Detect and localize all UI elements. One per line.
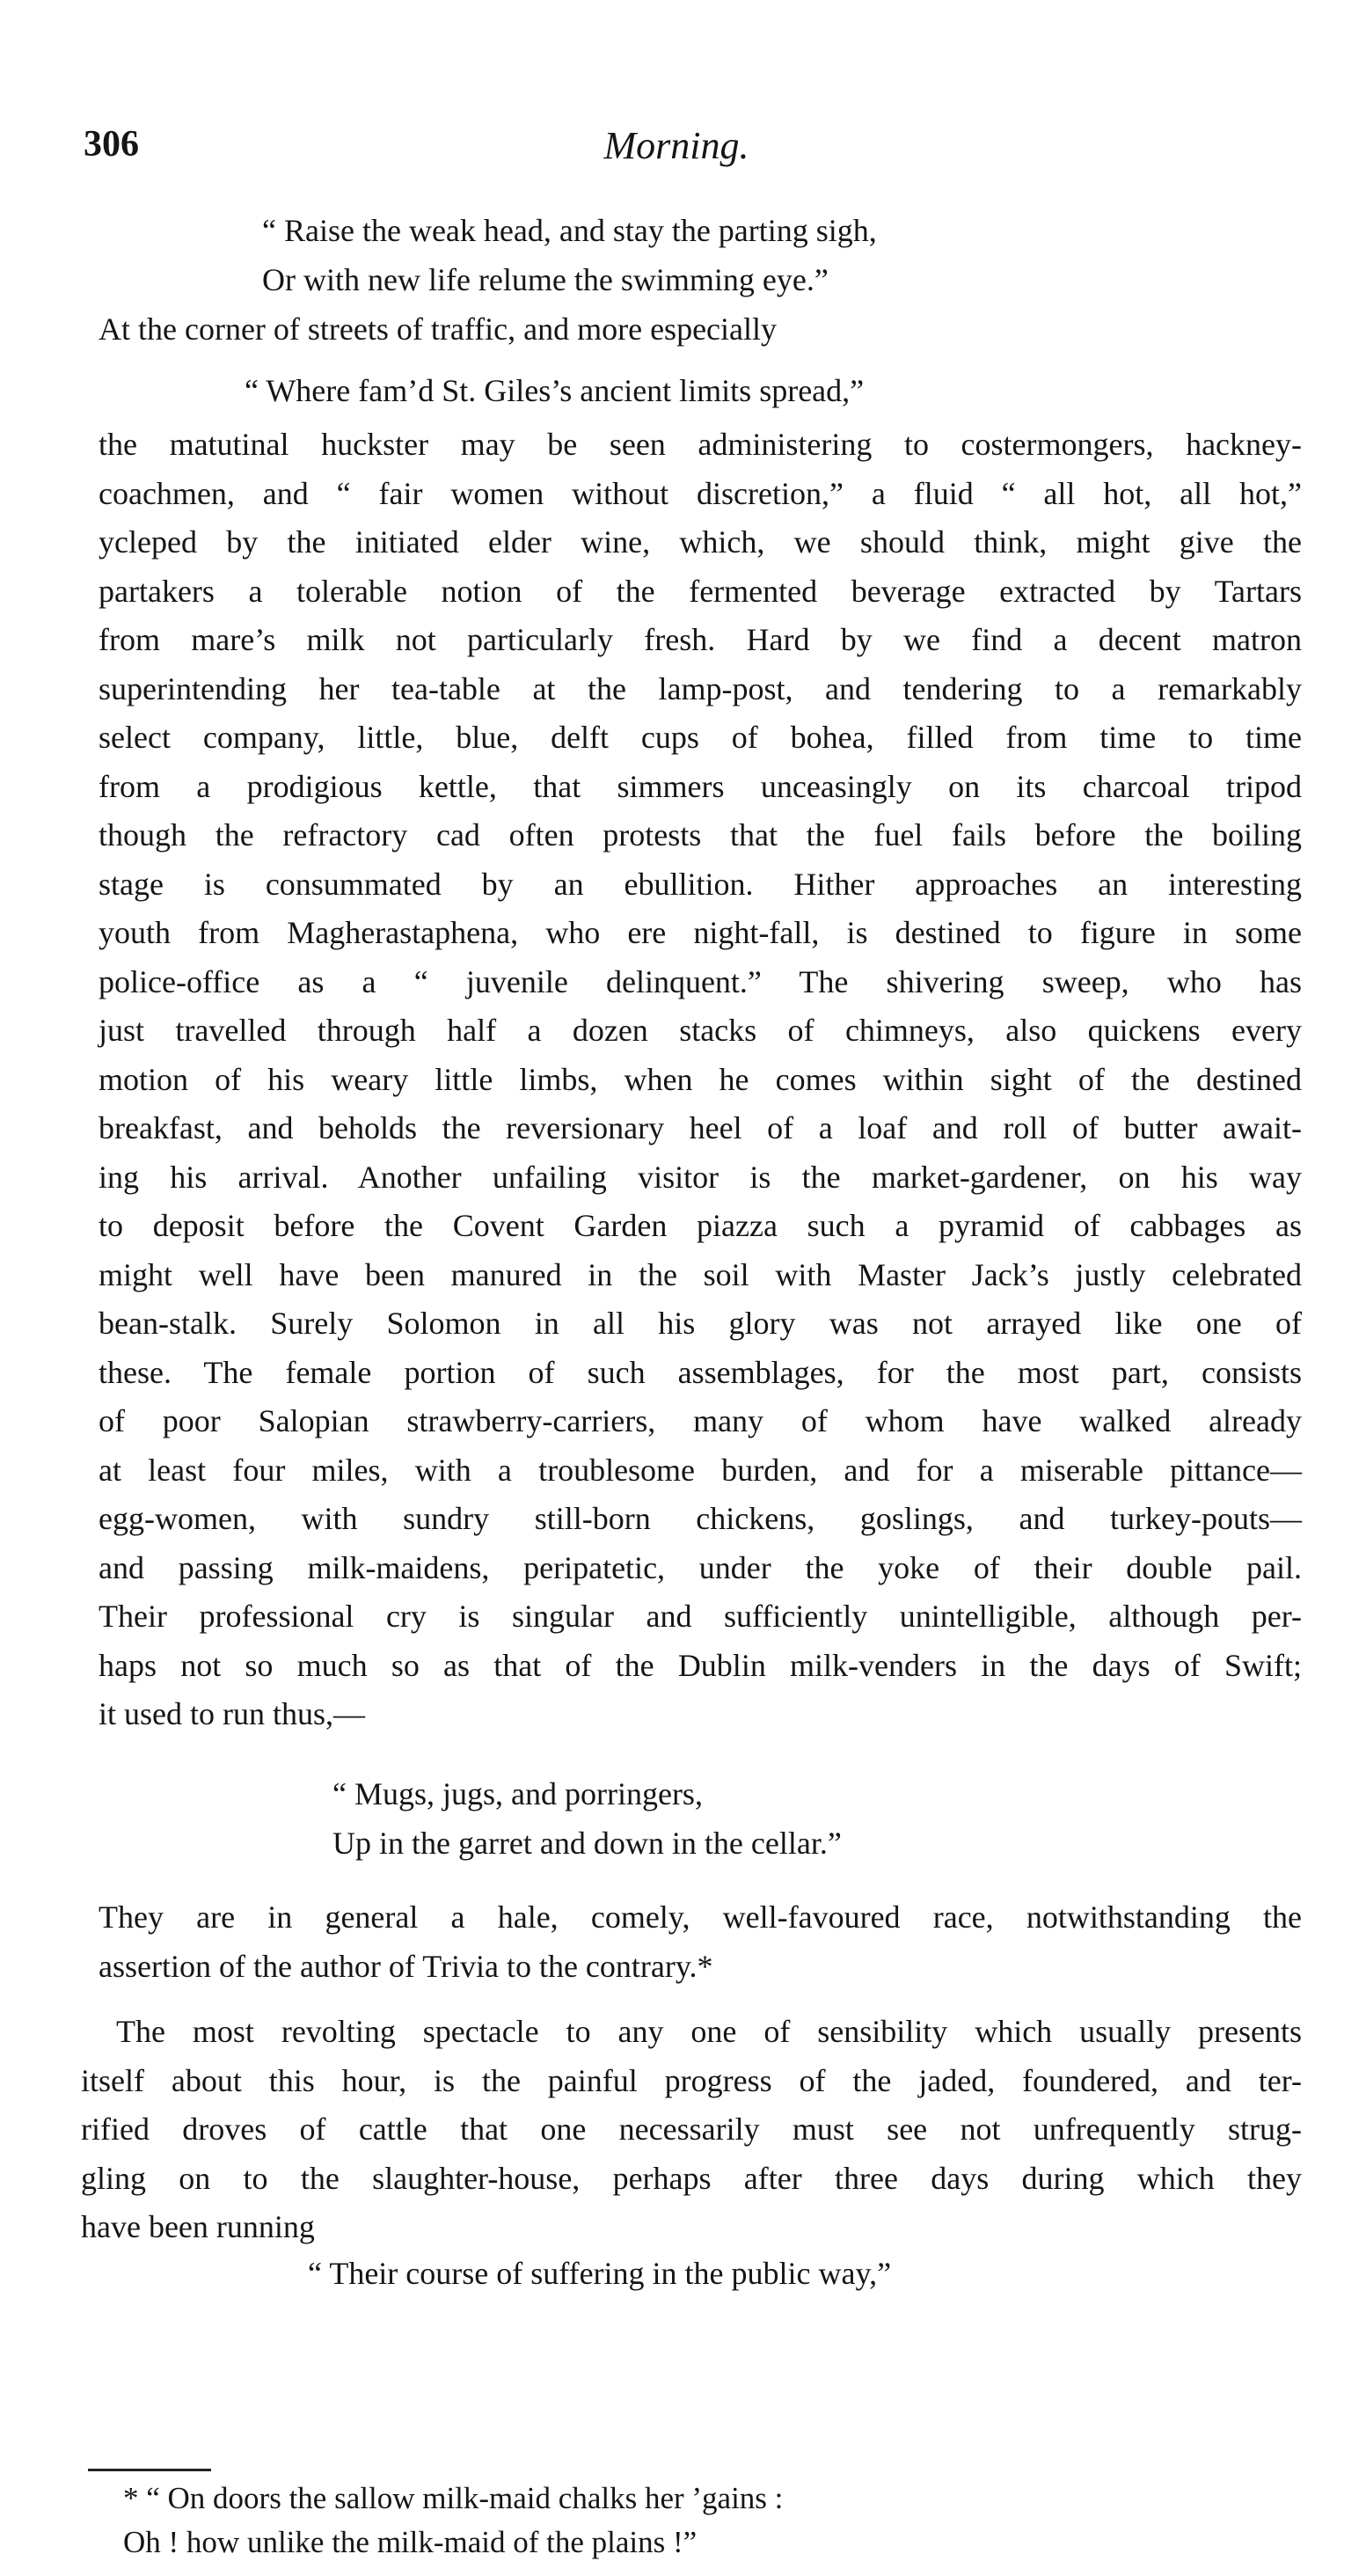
text-line: The most revolting spectacle to any one of sensibility which usually presents — [116, 2014, 1302, 2049]
text-line: and passing milk-maidens, peripatetic, under the yoke of their double pail. — [99, 1549, 1302, 1585]
text-line: these. The female portion of such assemblages, for the most part, consists — [99, 1354, 1302, 1390]
text-line: They are in general a hale, comely, well-favoured race, notwithstanding the — [99, 1899, 1302, 1935]
text-line: police-office as a “ juvenile delinquent.” The shivering sweep, who has — [99, 963, 1302, 999]
quoted-line: “ Where fam’d St. Giles’s ancient limits spread,” — [245, 373, 865, 408]
text-line: egg-women, with sundry still-born chickens, goslings, and turkey-pouts— — [99, 1501, 1302, 1536]
verse-line: Or with new life relume the swimming eye.” — [262, 262, 829, 297]
quoted-line: “ Their course of suffering in the public way,” — [308, 2256, 892, 2291]
text-line: have been running — [81, 2209, 315, 2244]
text-line: from a prodigious kettle, that simmers unceasingly on its charcoal tripod — [99, 768, 1302, 804]
paragraph-race — [99, 1893, 1302, 1991]
text-line: just travelled through half a dozen stacks of chimneys, also quickens every — [99, 1013, 1302, 1048]
paragraph-line: At the corner of streets of traffic, and more especially — [99, 311, 778, 347]
text-line: Their professional cry is singular and sufficiently unintelligible, although per- — [99, 1599, 1302, 1634]
text-line: of poor Salopian strawberry-carriers, many of whom have walked already — [99, 1403, 1302, 1438]
milk-cry-verse — [332, 1769, 842, 1868]
text-line: might well have been manured in the soil with Master Jack’s justly celebrated — [99, 1256, 1302, 1292]
text-line: gling on to the slaughter-house, perhaps after three days during which they — [81, 2160, 1302, 2196]
page-header — [84, 123, 1269, 176]
text-line: stage is consummated by an ebullition. Hither approaches an interesting — [99, 866, 1302, 902]
footnote — [123, 2477, 783, 2565]
paragraph-cattle — [81, 2008, 1302, 2252]
text-line: youth from Magherastaphena, who ere night-fall, is destined to figure in some — [99, 915, 1302, 950]
text-line: superintending her tea-table at the lamp-post, and tendering to a remarkably — [99, 670, 1302, 706]
verse-line: Up in the garret and down in the cellar.” — [332, 1826, 842, 1861]
text-line: coachmen, and “ fair women without discretion,” a fluid “ all hot, all hot,” — [99, 475, 1302, 511]
text-line: at least four miles, with a troublesome burden, and for a miserable pittance— — [99, 1452, 1302, 1488]
text-line: ing his arrival. Another unfailing visitor is the market-gardener, on his way — [99, 1159, 1302, 1195]
text-line: assertion of the author of Trivia to the contrary.* — [99, 1948, 713, 1984]
text-line: partakers a tolerable notion of the fermented beverage extracted by Tartars — [99, 573, 1302, 609]
text-line: haps not so much so as that of the Dublin milk-venders in the days of Swift; — [99, 1647, 1302, 1683]
text-line: ycleped by the initiated elder wine, which, we should think, might give the — [99, 524, 1302, 560]
opening-verse — [262, 206, 877, 304]
text-line: breakfast, and beholds the reversionary heel of a loaf and roll of butter await- — [99, 1110, 1302, 1145]
verse-line: “ Mugs, jugs, and porringers, — [332, 1776, 703, 1811]
text-line: motion of his weary little limbs, when he comes within sight of the destined — [99, 1061, 1302, 1097]
text-line: though the refractory cad often protests that the fuel fails before the boiling — [99, 817, 1302, 853]
text-line: the matutinal huckster may be seen administering to costermongers, hackney- — [99, 427, 1302, 462]
text-line: rified droves of cattle that one necessarily must see not unfrequently strug- — [81, 2111, 1302, 2147]
text-line: from mare’s milk not particularly fresh. Hard by we find a decent matron — [99, 622, 1302, 657]
running-title: Morning. — [603, 124, 749, 167]
page-number: 306 — [84, 124, 139, 165]
text-line: select company, little, blue, delft cups of bohea, filled from time to time — [99, 720, 1302, 755]
text-line: to deposit before the Covent Garden piazza such a pyramid of cabbages as — [99, 1208, 1302, 1243]
footnote-line: * “ On doors the sallow milk-maid chalks her ’gains : — [123, 2481, 784, 2515]
main-paragraph — [99, 421, 1302, 1739]
verse-line: “ Raise the weak head, and stay the parting sigh, — [262, 213, 877, 248]
text-line: it used to run thus,— — [99, 1696, 365, 1731]
footnote-rule — [88, 2469, 211, 2471]
footnote-line: Oh ! how unlike the milk-maid of the plains !” — [123, 2525, 698, 2559]
text-line: bean-stalk. Surely Solomon in all his glory was not arrayed like one of — [99, 1306, 1302, 1341]
text-line: itself about this hour, is the painful progress of the jaded, foundered, and ter- — [81, 2062, 1302, 2098]
